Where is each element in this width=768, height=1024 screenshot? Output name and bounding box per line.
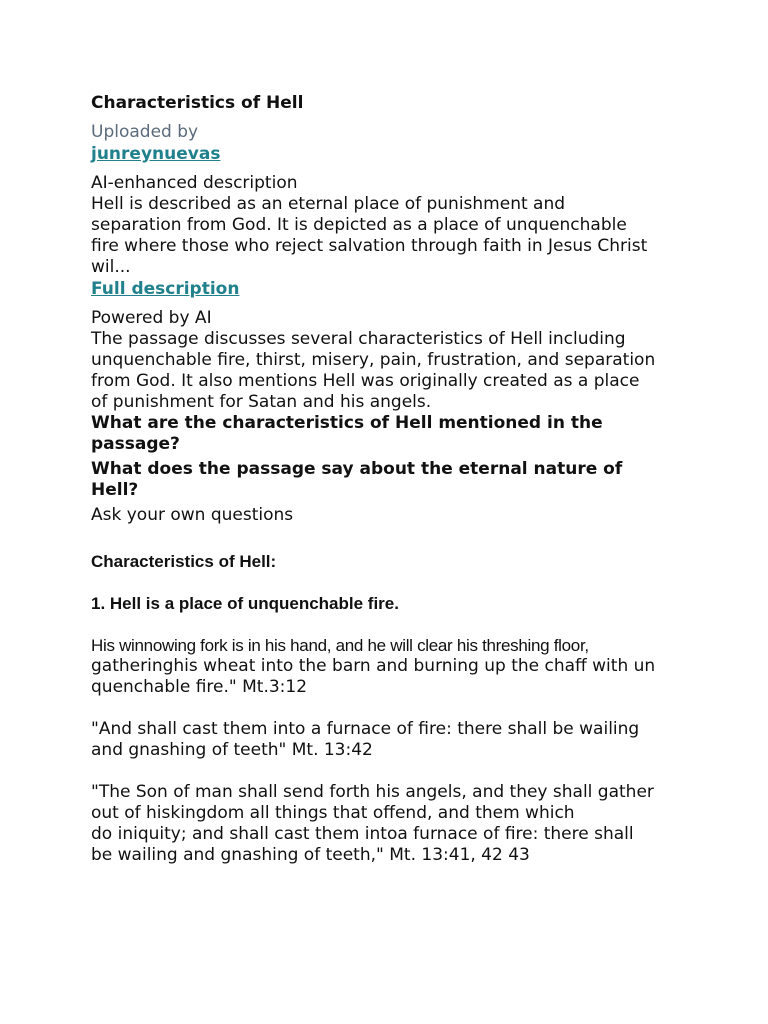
verse-line: gatheringhis wheat into the barn and burning up the chaff with un <box>91 656 656 676</box>
ai-description-heading: AI-enhanced description <box>91 173 298 193</box>
uploaded-by-label: Uploaded by <box>91 122 199 142</box>
ai-description-line: separation from God. It is depicted as a place of unquenchable <box>91 215 627 235</box>
verse-line: "And shall cast them into a furnace of fire: there shall be wailing <box>91 719 640 739</box>
point-heading-1: 1. Hell is a place of unquenchable fire. <box>91 594 399 613</box>
section-title: Characteristics of Hell: <box>91 552 277 571</box>
ai-description-block <box>91 173 691 300</box>
summary-line: The passage discusses several characteristics of Hell including <box>91 329 626 349</box>
suggested-question-2[interactable] <box>91 459 691 501</box>
author-link[interactable]: junreynuevas <box>91 144 221 164</box>
summary-line: from God. It also mentions Hell was originally created as a place <box>91 371 640 391</box>
question-line: Hell? <box>91 480 139 500</box>
summary-line: unquenchable fire, thirst, misery, pain, frustration, and separation <box>91 350 656 370</box>
verse-line: His winnowing fork is in his hand, and he will clear his threshing floor, <box>91 636 589 655</box>
ask-own-questions-link[interactable]: Ask your own questions <box>91 505 294 525</box>
verse-line: "The Son of man shall send forth his angels, and they shall gather <box>91 782 654 802</box>
full-description-link[interactable]: Full description <box>91 279 240 299</box>
summary-line: of punishment for Satan and his angels. <box>91 392 432 412</box>
verse-line: and gnashing of teeth" Mt. 13:42 <box>91 740 373 760</box>
verse-paragraph-3 <box>91 782 691 866</box>
question-line: passage? <box>91 434 180 454</box>
document-page <box>91 92 691 866</box>
ai-description-line: fire where those who reject salvation through faith in Jesus Christ <box>91 236 648 256</box>
verse-line: be wailing and gnashing of teeth," Mt. 13:41, 42 43 <box>91 845 530 865</box>
ai-description-line: Hell is described as an eternal place of punishment and <box>91 194 566 214</box>
verse-line: quenchable fire." Mt.3:12 <box>91 677 308 697</box>
verse-line: out of hiskingdom all things that offend, and them which <box>91 803 575 823</box>
ai-description-line: wil... <box>91 257 131 277</box>
question-line: What does the passage say about the eternal nature of <box>91 459 623 479</box>
question-line: What are the characteristics of Hell mentioned in the <box>91 413 603 433</box>
powered-by-ai-block <box>91 308 691 413</box>
verse-paragraph-1 <box>91 635 691 698</box>
verse-paragraph-2 <box>91 719 691 761</box>
verse-line: do iniquity; and shall cast them intoa furnace of fire: there shall <box>91 824 634 844</box>
suggested-question-1[interactable] <box>91 413 691 455</box>
document-title: Characteristics of Hell <box>91 93 304 113</box>
powered-by-ai-label: Powered by AI <box>91 308 212 328</box>
